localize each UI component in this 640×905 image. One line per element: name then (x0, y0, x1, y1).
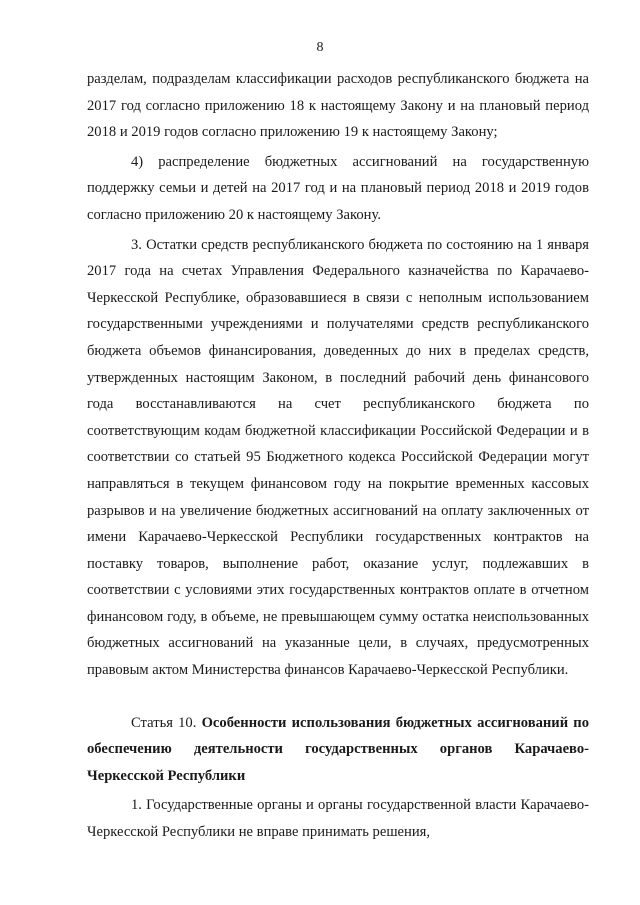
document-body (87, 66, 589, 846)
page-number: 8 (316, 40, 324, 55)
article-label: Статья 10. (131, 714, 202, 731)
article-heading (87, 710, 589, 790)
article-title: Особенности использования бюджетных ассигнований по обеспечению деятельности государственных органов Карачаево-Черкесской Республики (87, 714, 590, 784)
paragraph-item-4: 4) распределение бюджетных ассигнований на государственную поддержку семьи и детей на 2017 год и на плановый период 2018 и 2019 годов согласно приложению 20 к настоящему Закону. (87, 153, 589, 223)
paragraph-article-10-item-1: 1. Государственные органы и органы государственной власти Карачаево-Черкесской Республики не вправе принимать решения, (87, 797, 589, 841)
paragraph-item-3-balances: 3. Остатки средств республиканского бюджета по состоянию на 1 января 2017 года на счетах Управления Федерального казначейства по Карачаево-Черкесской Республике, образовавшиеся в связи с неполным использованием государственными учреждениями и получателями средств республиканского бюджета объемов финансирования, доведенных до них в пределах средств, утвержденных настоящим Законом, в последний рабочий день финансового года восстанавливаются на счет республиканского бюджета по соответствующим кодам бюджетной классификации Российской Федерации и в соответствии со статьей 95 Бюджетного кодекса Российской Федерации могут направляться в текущем финансовом году на покрытие временных кассовых разрывов и на увеличение бюджетных ассигнований на оплату заключенных от имени Карачаево-Черкесской Республики государственных контрактов на поставку товаров, выполнение работ, оказание услуг, подлежавших в соответствии с условиями этих государственных контрактов оплате в отчетном финансовом году, в объеме, не превышающем сумму остатка неиспользованных бюджетных ассигнований на указанные цели, в случаях, предусмотренных правовым актом Министерства финансов Карачаево-Черкесской Республики. (87, 236, 589, 679)
paragraph-classification: разделам, подразделам классификации расходов республиканского бюджета на 2017 год согласно приложению 18 к настоящему Закону и на плановый период 2018 и 2019 годов согласно приложению 19 к настоящему Закону; (87, 71, 589, 141)
